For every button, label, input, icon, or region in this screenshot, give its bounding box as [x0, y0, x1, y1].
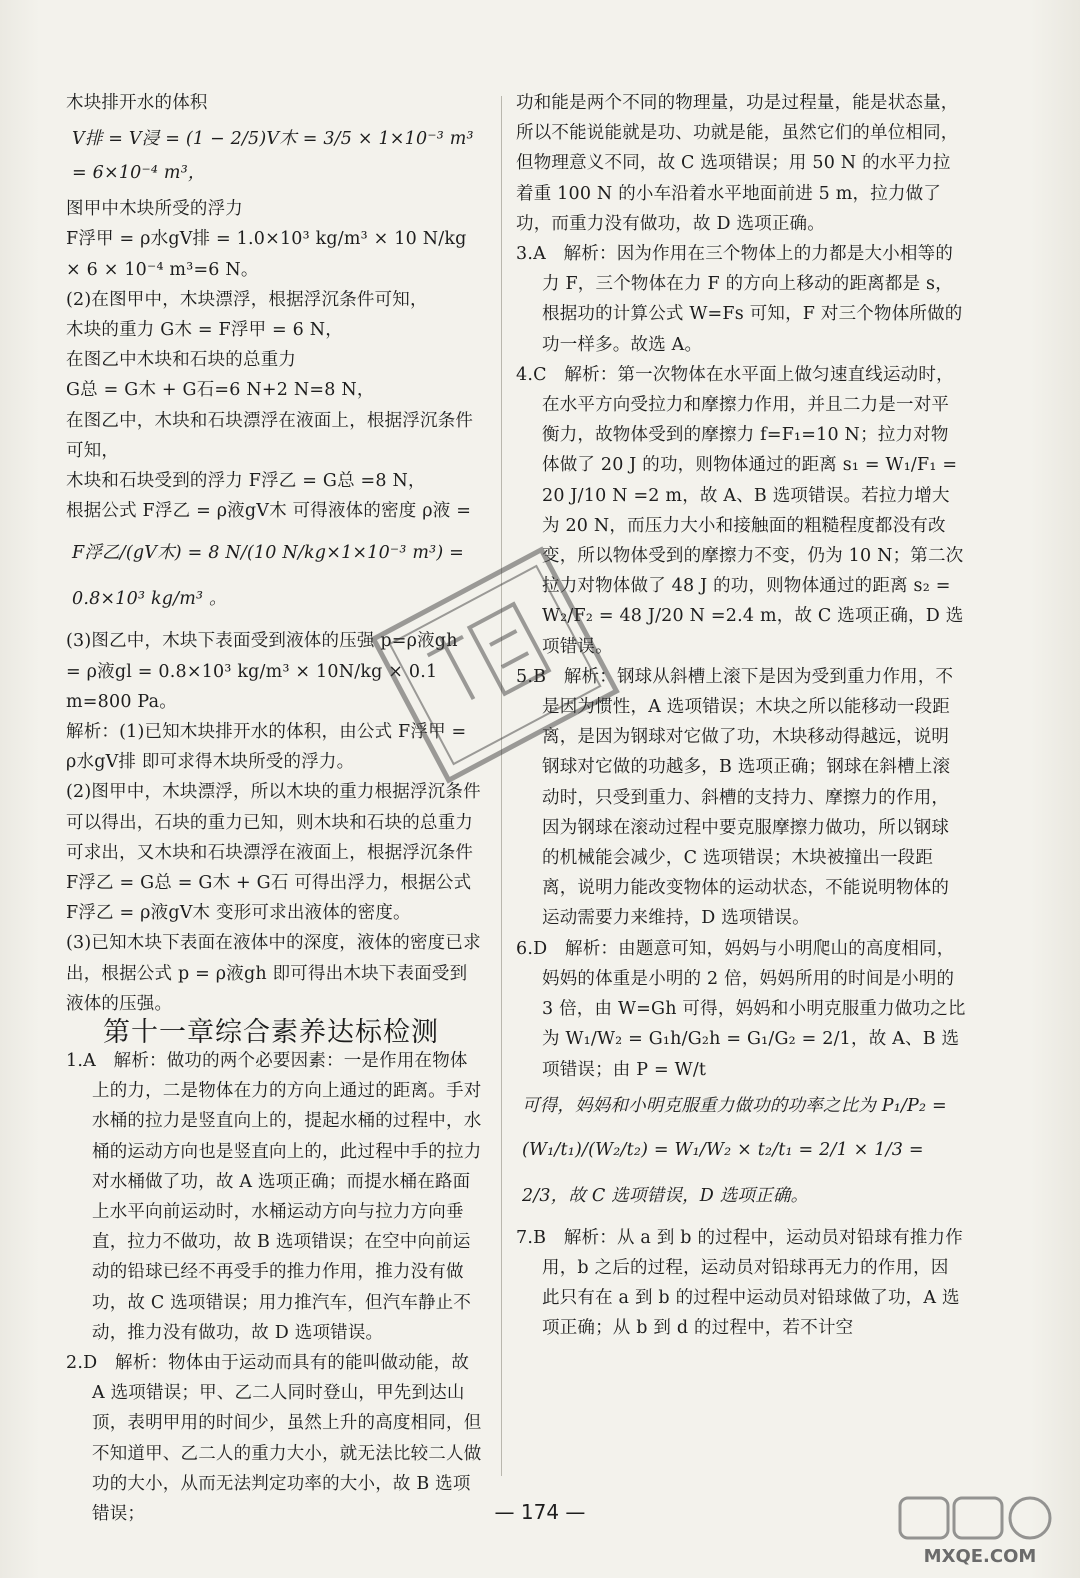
answer-item: 1.A 解析：做功的两个必要因素：一是作用在物体上的力，二是物体在力的方向上通过的距离。手对水桶的拉力是竖直向上的，提起水桶的过程中，水桶的运动方向也是竖直向上的，此过程中手的拉力对水桶做了功，故 A 选项正确；而提水桶在路面上水平向前运动时，水桶运动方向与拉力方向垂直，拉力不做功，故 B 选项错误；在空中向前运动的铅球已经不再受手的推力作用，推力没有做功，故 C 选项错误；用力推汽车，但汽车静止不动，推力没有做功，故 D 选项错误。: [66, 1051, 482, 1343]
section-title: 第十一章综合素养达标检测: [103, 1017, 439, 1048]
text-line: 在图乙中，木块和石块漂浮在液面上，根据浮沉条件可知，: [66, 410, 474, 461]
text-line: 在图乙中木块和石块的总重力: [66, 350, 297, 371]
text-line: 木块排开水的体积: [66, 93, 208, 113]
text-paragraph: 功和能是两个不同的物理量，功是过程量，能是状态量，所以不能说能就是功、功就是能，虽然它们的单位相同，但物理意义不同，故 C 选项错误；用 50 N 的水平力拉着重 100 N 的小车沿着水平地面前进 5 m，拉力做了功，而重力没有做功，故 D 选项正确。: [516, 93, 959, 234]
equation-line: 可得，妈妈和小明克服重力做功的功率之比为 P₁/P₂ =: [522, 1095, 947, 1116]
left-column-answers: [66, 1046, 482, 1529]
equation-line: G总 = G木 + G石=6 N+2 N=8 N，: [66, 380, 375, 401]
equation-line: (W₁/t₁)/(W₂/t₂) = W₁/W₂ × t₂/t₁ = 2/1 × 1/3 = 2/3，故 C 选项错误，D 选项正确。: [522, 1139, 924, 1206]
text-line: (2)在图甲中，木块漂浮，根据浮沉条件可知，: [66, 289, 428, 310]
text-line: 木块的重力 G木 = F浮甲 = 6 N，: [66, 320, 343, 341]
answer-item: 2.D 解析：物体由于运动而具有的能叫做动能，故 A 选项错误；甲、乙二人同时登山，甲先到达山顶，表明甲用的时间少，虽然上升的高度相同，但不知道甲、乙二人的重力大小，就无法比较二人做功的大小，从而无法判定功率的大小，故 B 选项错误；: [66, 1353, 482, 1525]
watermark-text: MXQE.COM: [923, 1546, 1037, 1567]
left-column: [66, 88, 482, 1019]
answer-item: 4.C 解析：第一次物体在水平面上做匀速直线运动时，在水平方向受拉力和摩擦力作用，并且二力是一对平衡力，故物体受到的摩擦力 f=F₁=10 N；拉力对物体做了 20 J 的功，则物体通过的距离 s₁ = W₁/F₁ = 20 J/10 N =2 m，故 A、B 选项错误。若拉力增大为 20 N，而压力大小和接触面的粗糙程度都没有改变，所以物体受到的摩擦力不变，仍为 10 N；第二次拉力对物体做了 48 J 的功，则物体通过的距离 s₂ = W₂/F₂ = 48 J/20 N =2.4 m，故 C 选项正确，D 选项错误。: [516, 364, 964, 657]
analysis-paragraph: (2)图甲中，木块漂浮，所以木块的重力根据浮沉条件可以得出，石块的重力已知，则木块和石块的总重力可求出，又木块和石块漂浮在液面上，根据浮沉条件 F浮乙 = G总 = G木 + G石 可得出浮力，根据公式 F浮乙 = ρ液gV木 变形可求出液体的密度。: [66, 782, 481, 924]
answer-item: 3.A 解析：因为作用在三个物体上的力都是大小相等的力 F，三个物体在力 F 的方向上移动的距离都是 s，根据功的计算公式 W=Fs 可知，F 对三个物体所做的功一样多。故选 A。: [516, 244, 963, 355]
equation-line: V排 = V浸 = (1 − 2/5)V木 = 3/5 × 1×10⁻³ m³ = 6×10⁻⁴ m³，: [72, 129, 474, 184]
text-line: 图甲中木块所受的浮力: [66, 199, 243, 220]
answer-item: 5.B 解析：钢球从斜槽上滚下是因为受到重力作用，不是因为惯性，A 选项错误；木块之所以能移动一段距离，是因为钢球对它做了功，木块移动得越远，说明钢球对它做的功越多，B 选项正确；钢球在斜槽上滚动时，只受到重力、斜槽的支持力、摩擦力的作用，因为钢球在滚动过程中要克服摩擦力做功，所以钢球的机械能会减少，C 选项错误；木块被撞出一段距离，说明力能改变物体的运动状态，不能说明物体的运动需要力来维持，D 选项错误。: [516, 666, 954, 929]
equation-line: = ρ液gl = 0.8×10³ kg/m³ × 10N/kg × 0.1 m=800 Pa。: [66, 661, 438, 712]
analysis-paragraph: (3)已知木块下表面在液体中的深度，液体的密度已求出，根据公式 p = ρ液gh 即可得出木块下表面受到液体的压强。: [66, 933, 481, 1014]
page-number: — 174 —: [494, 1500, 586, 1524]
answer-item: 6.D 解析：由题意可知，妈妈与小明爬山的高度相同，妈妈的体重是小明的 2 倍，妈妈所用的时间是小明的 3 倍，由 W=Gh 可得，妈妈和小明克服重力做功之比为 W₁/W₂ = G₁h/G₂h = G₁/G₂ = 2/1，故 A、B 选项错误；由 P = W/t: [516, 938, 966, 1080]
text-line: 根据公式 F浮乙 = ρ液gV木 可得液体的密度 ρ液 =: [66, 501, 472, 522]
answer-item: 7.B 解析：从 a 到 b 的过程中，运动员对铅球有推力作用，b 之后的过程，运动员对铅球再无力的作用，因此只有在 a 到 b 的过程中运动员对铅球做了功，A 选项正确；从 b 到 d 的过程中，若不计空: [516, 1227, 963, 1339]
text-line: (3)图乙中，木块下表面受到液体的压强 p=ρ液gh: [66, 631, 458, 652]
analysis-paragraph: 解析：(1)已知木块排开水的体积，由公式 F浮甲 = ρ水gV排 即可求得木块所受的浮力。: [66, 722, 467, 773]
equation-line: F浮乙/(gV木) = 8 N/(10 N/kg×1×10⁻³ m³) = 0.8×10³ kg/m³ 。: [72, 543, 465, 610]
text-line: 木块和石块受到的浮力 F浮乙 = G总 =8 N，: [66, 471, 426, 492]
watermark-logo-icon: [890, 1490, 1070, 1570]
equation-line: F浮甲 = ρ水gV排 = 1.0×10³ kg/m³ × 10 N/kg × 6 × 10⁻⁴ m³=6 N。: [66, 229, 467, 280]
